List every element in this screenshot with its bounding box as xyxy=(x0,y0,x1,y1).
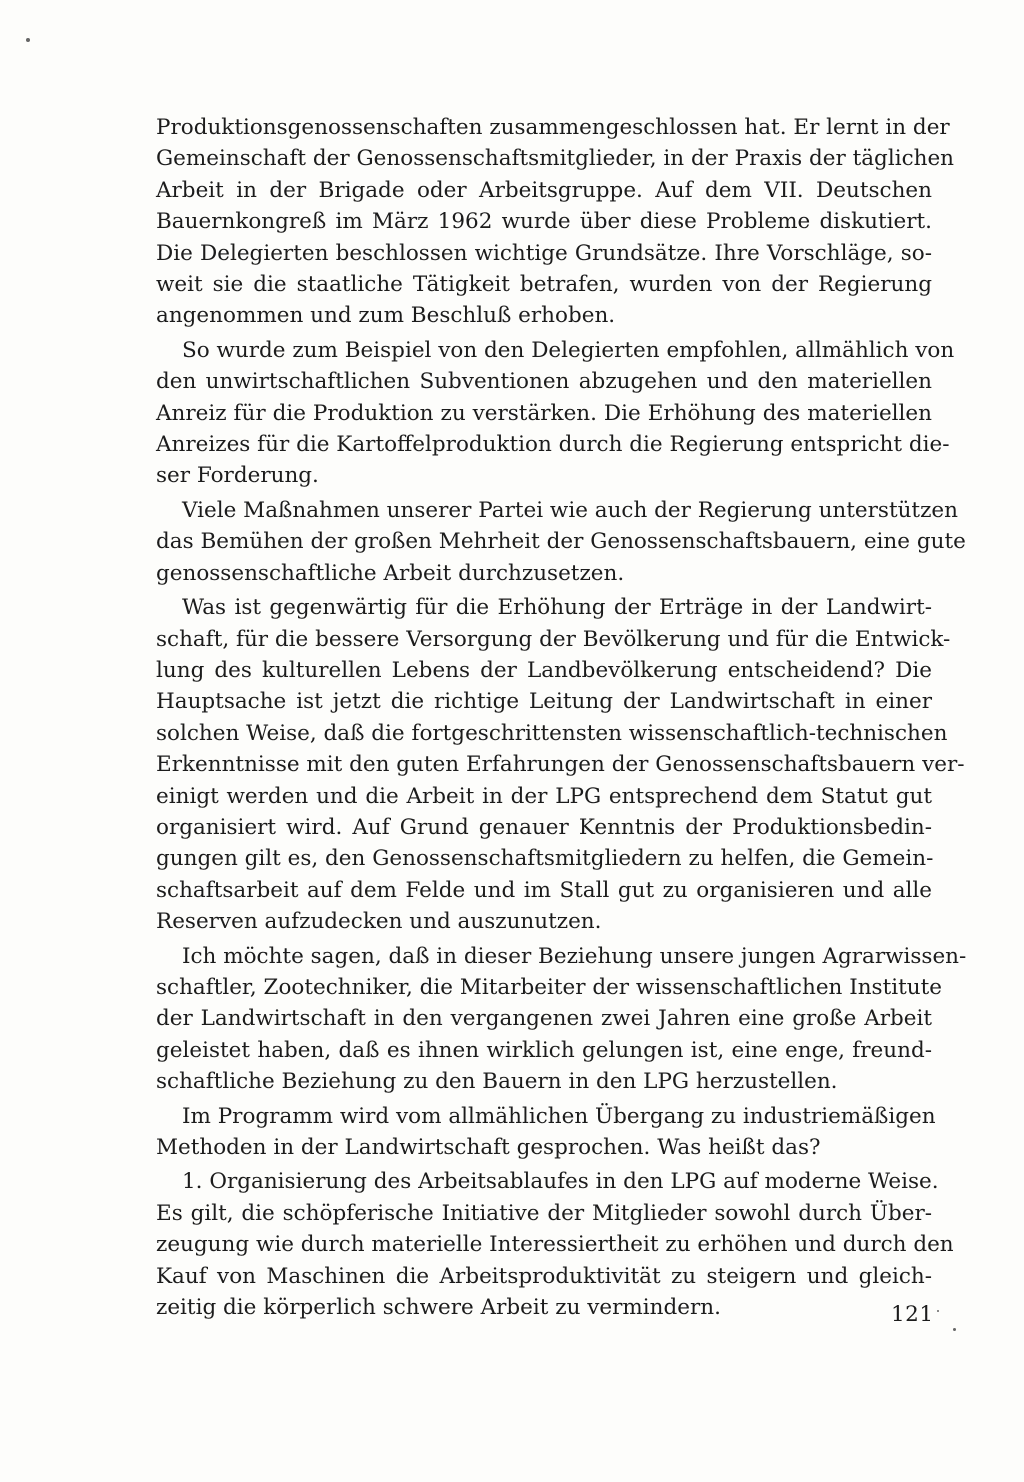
text-line: Arbeit in der Brigade oder Arbeitsgruppe. Auf dem VII. Deutschen xyxy=(156,177,932,203)
text-line: Die Delegierten beschlossen wichtige Grundsätze. Ihre Vorschläge, so- xyxy=(156,240,932,266)
body-text xyxy=(156,112,967,1326)
text-line: Viele Maßnahmen unserer Partei wie auch der Regierung unterstützen xyxy=(182,497,958,523)
text-line: geleistet haben, daß es ihnen wirklich gelungen ist, eine enge, freund- xyxy=(156,1037,932,1063)
text-line: Methoden in der Landwirtschaft gesprochen. Was heißt das? xyxy=(156,1135,821,1160)
text-line: schaftler, Zootechniker, die Mitarbeiter der wissenschaftlichen Institute xyxy=(156,974,942,1000)
text-line: zeitig die körperlich schwere Arbeit zu vermindern. xyxy=(156,1295,721,1321)
text-line: Gemeinschaft der Genossenschaftsmitglieder, in der Praxis der täglichen xyxy=(156,146,955,172)
page-number: 121 xyxy=(891,1302,934,1327)
text-line: Hauptsache ist jetzt die richtige Leitung der Landwirtschaft in einer xyxy=(156,689,932,715)
text-line: Reserven aufzudecken und auszunutzen. xyxy=(156,909,602,935)
text-line: lung des kulturellen Lebens der Landbevölkerung entscheidend? Die xyxy=(156,657,932,683)
text-line: schaftsarbeit auf dem Felde und im Stall gut zu organisieren und alle xyxy=(156,877,932,903)
text-line: den unwirtschaftlichen Subventionen abzugehen und den materiellen xyxy=(156,369,932,395)
text-line: Kauf von Maschinen die Arbeitsproduktivität zu steigern und gleich- xyxy=(156,1263,932,1289)
text-line: Anreizes für die Kartoffelproduktion durch die Regierung entspricht die- xyxy=(156,432,950,458)
paragraph xyxy=(156,335,955,492)
paragraph xyxy=(156,592,965,937)
text-line: solchen Weise, daß die fortgeschrittensten wissenschaftlich-technischen xyxy=(156,720,948,746)
paragraph xyxy=(156,495,966,589)
paragraph xyxy=(156,1101,936,1164)
text-line: Produktionsgenossenschaften zusammengeschlossen hat. Er lernt in der xyxy=(156,115,950,140)
paragraph xyxy=(156,1166,954,1323)
text-line: ser Forderung. xyxy=(156,463,319,489)
print-speck xyxy=(937,1310,939,1312)
paragraph xyxy=(156,112,955,332)
paragraph xyxy=(156,941,967,1098)
text-line: 1. Organisierung des Arbeitsablaufes in den LPG auf moderne Weise. xyxy=(182,1169,939,1195)
text-line: genossenschaftliche Arbeit durchzusetzen. xyxy=(156,560,625,586)
text-line: schaftliche Beziehung zu den Bauern in den LPG herzustellen. xyxy=(156,1069,838,1095)
text-line: Anreiz für die Produktion zu verstärken. Die Erhöhung des materiellen xyxy=(156,400,932,426)
text-line: zeugung wie durch materielle Interessiertheit zu erhöhen und durch den xyxy=(156,1232,954,1258)
text-line: Erkenntnisse mit den guten Erfahrungen der Genossenschaftsbauern ver- xyxy=(156,752,965,778)
text-line: organisiert wird. Auf Grund genauer Kenntnis der Produktionsbedin- xyxy=(156,814,932,840)
text-line: Bauernkongreß im März 1962 wurde über diese Probleme diskutiert. xyxy=(156,209,932,235)
text-line: Im Programm wird vom allmählichen Übergang zu industriemäßigen xyxy=(182,1103,936,1129)
text-line: Es gilt, die schöpferische Initiative der Mitglieder sowohl durch Über- xyxy=(156,1200,932,1226)
text-line: schaft, für die bessere Versorgung der Bevölkerung und für die Entwick- xyxy=(156,626,951,652)
text-line: Was ist gegenwärtig für die Erhöhung der Erträge in der Landwirt- xyxy=(182,595,932,621)
text-line: So wurde zum Beispiel von den Delegierten empfohlen, allmählich von xyxy=(182,337,955,363)
text-line: weit sie die staatliche Tätigkeit betrafen, wurden von der Regierung xyxy=(156,272,932,298)
print-speck xyxy=(953,1328,956,1331)
text-line: Ich möchte sagen, daß in dieser Beziehung unsere jungen Agrarwissen- xyxy=(182,943,967,969)
print-speck xyxy=(26,38,30,42)
text-line: einigt werden und die Arbeit in der LPG entsprechend dem Statut gut xyxy=(156,783,932,809)
text-line: der Landwirtschaft in den vergangenen zwei Jahren eine große Arbeit xyxy=(156,1006,932,1032)
text-line: das Bemühen der großen Mehrheit der Genossenschaftsbauern, eine gute xyxy=(156,529,966,555)
text-line: gungen gilt es, den Genossenschaftsmitgliedern zu helfen, die Gemein- xyxy=(156,846,934,872)
text-line: angenommen und zum Beschluß erhoben. xyxy=(156,303,616,329)
